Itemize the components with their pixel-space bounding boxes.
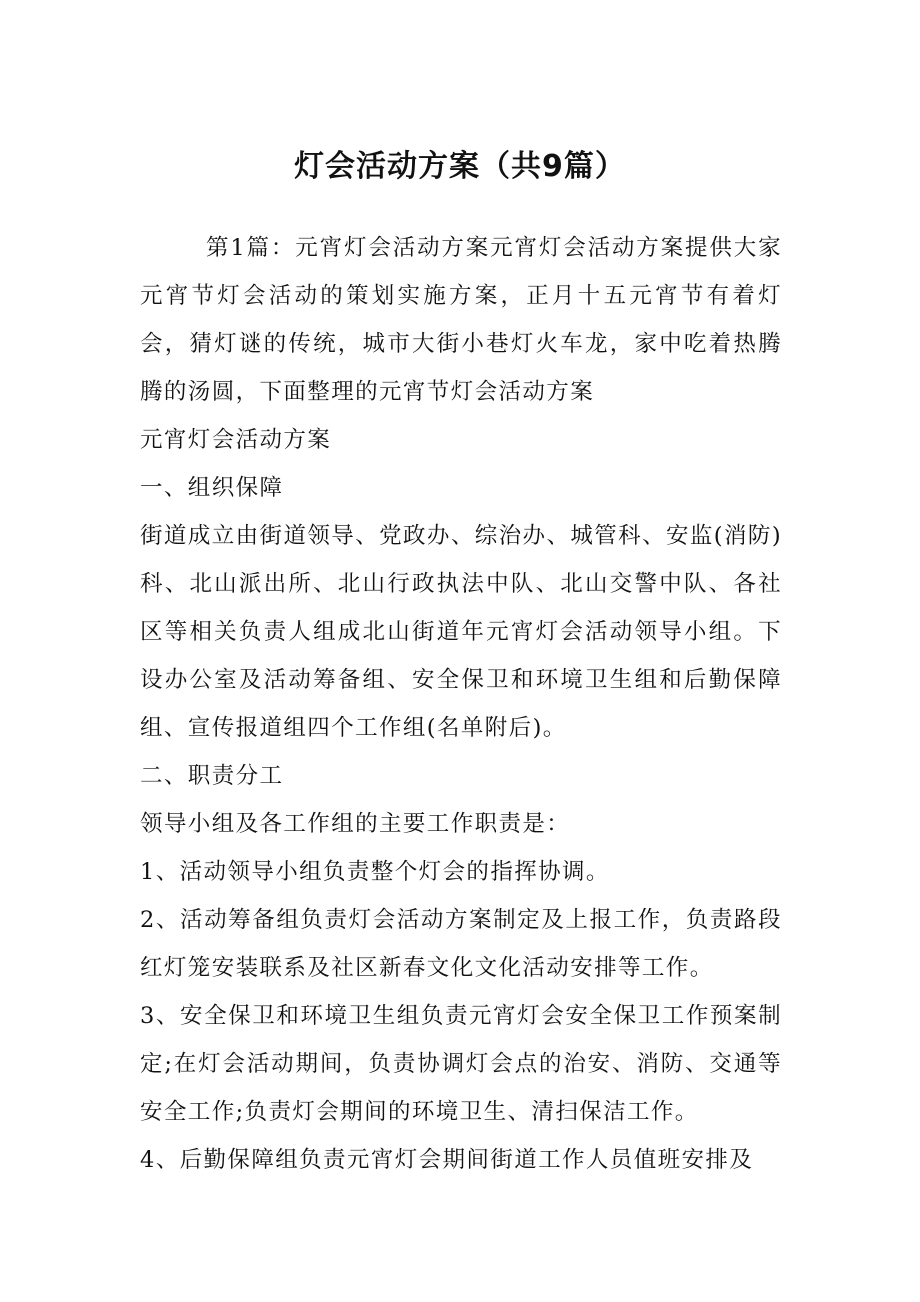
section-heading-organization: 一、组织保障 [140,475,284,501]
paragraph-subtitle: 元宵灯会活动方案 [140,427,332,453]
paragraph-intro: 第1篇：元宵灯会活动方案元宵灯会活动方案提供大家元宵节灯会活动的策划实施方案，正月十五元宵节有着灯会，猜灯谜的传统，城市大街小巷灯火车龙，家中吃着热腾腾的汤圆，下面整理的元宵节灯会活动方案 [140,235,782,405]
document-title: 灯会活动方案（共9篇） [294,149,626,184]
paragraph-responsibilities-intro: 领导小组及各工作组的主要工作职责是： [140,811,571,837]
list-item-1: 1、活动领导小组负责整个灯会的指挥协调。 [140,859,610,885]
section-heading-responsibilities: 二、职责分工 [140,763,284,789]
paragraph-organization: 街道成立由街道领导、党政办、综治办、城管科、安监(消防)科、北山派出所、北山行政执法中队、北山交警中队、各社区等相关负责人组成北山街道年元宵灯会活动领导小组。下设办公室及活动筹备组、安全保卫和环境卫生组和后勤保障组、宣传报道组四个工作组(名单附后)。 [140,523,782,741]
list-item-3: 3、安全保卫和环境卫生组负责元宵灯会安全保卫工作预案制定;在灯会活动期间，负责协调灯会点的治安、消防、交通等安全工作;负责灯会期间的环境卫生、清扫保洁工作。 [140,1003,782,1125]
list-item-2: 2、活动筹备组负责灯会活动方案制定及上报工作，负责路段红灯笼安装联系及社区新春文化文化活动安排等工作。 [140,907,782,981]
document-body [140,224,782,1184]
list-item-4: 4、后勤保障组负责元宵灯会期间街道工作人员值班安排及 [140,1147,754,1173]
